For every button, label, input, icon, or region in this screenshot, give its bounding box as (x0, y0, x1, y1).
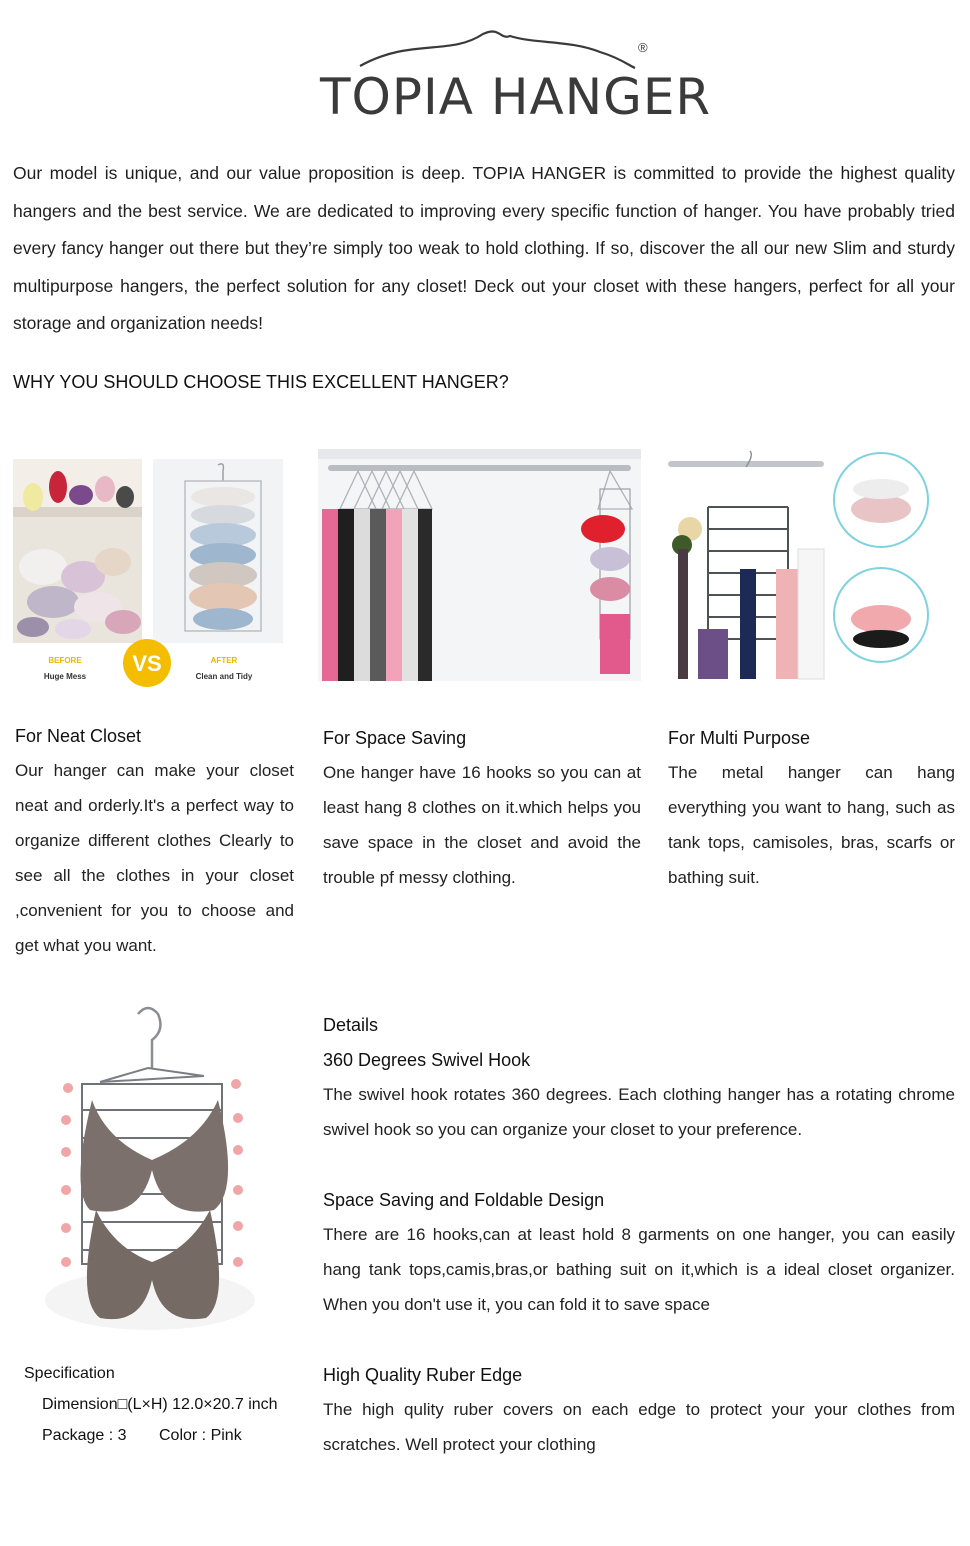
detail-title-foldable: Space Saving and Foldable Design (323, 1190, 605, 1210)
closet-illustration (318, 449, 641, 681)
spec-heading: Specification (24, 1365, 115, 1382)
before-label: BEFORE (48, 656, 82, 665)
feature-body-space: One hanger have 16 hooks so you can at least hang 8 clothes on it.which helps you save space in the closet and avoid the trouble pf messy clothing. (323, 763, 641, 887)
after-sub-label: Clean and Tidy (195, 672, 253, 681)
detail-title-rubber: High Quality Ruber Edge (323, 1365, 523, 1385)
brand-logo (300, 26, 712, 126)
feature-body-neat: Our hanger can make your closet neat and orderly.It's a perfect way to organize different clothes Clearly to see all the clothes in your closet ,convenient for you to choose and get what you want. (15, 761, 294, 955)
details-heading: Details (323, 1015, 379, 1035)
detail-body-rubber: The high qulity ruber covers on each edge to protect your your clothes from scratches. Well protect your clothing (323, 1400, 955, 1454)
brand-name: TOPIA HANGER (320, 68, 712, 126)
before-sub-label: Huge Mess (43, 672, 87, 681)
spec-dimension: Dimension□(L×H) 12.0×20.7 inch (42, 1396, 278, 1413)
multi-purpose-illustration (668, 449, 938, 681)
before-after-image (13, 457, 283, 689)
product-image (30, 1000, 270, 1340)
detail-body-foldable: There are 16 hooks,can at least hold 8 garments on one hanger, you can easily hang tank tops,camis,bras,or bathing suit on it,which is a ideal closet organizer. When you don't use it, you can fold it to save space (323, 1225, 955, 1314)
before-after-illustration (13, 457, 283, 689)
hanger-with-bras-illustration (30, 1000, 270, 1340)
feature-title-space: For Space Saving (323, 728, 467, 748)
spec-color: Color : Pink (159, 1427, 242, 1444)
multi-purpose-image (668, 449, 938, 681)
registered-mark: ® (638, 40, 648, 55)
feature-title-neat: For Neat Closet (15, 726, 142, 746)
detail-title-swivel: 360 Degrees Swivel Hook (323, 1050, 531, 1070)
closet-image (318, 449, 641, 681)
intro-paragraph: Our model is unique, and our value proposition is deep. TOPIA HANGER is committed to provide the highest quality hangers and the best service. We are dedicated to improving every specific function of hanger. You have probably tried every fancy hanger out there but they’re simply too weak to hold clothing. If so, discover the all our new Slim and sturdy multipurpose hangers, the perfect solution for any closet! Deck out your closet with these hangers, perfect for all your storage and organization needs! (13, 163, 955, 333)
vs-label: VS (132, 651, 162, 676)
spec-package: Package : 3 (42, 1427, 127, 1444)
feature-body-multi: The metal hanger can hang everything you want to hang, such as tank tops, camisoles, bras, scarfs or bathing suit. (668, 763, 955, 887)
after-label: AFTER (210, 656, 238, 665)
feature-title-multi: For Multi Purpose (668, 728, 811, 748)
detail-body-swivel: The swivel hook rotates 360 degrees. Each clothing hanger has a rotating chrome swivel hook so you can organize your closet to your preference. (323, 1085, 955, 1139)
why-heading: WHY YOU SHOULD CHOOSE THIS EXCELLENT HANGER? (13, 372, 509, 392)
